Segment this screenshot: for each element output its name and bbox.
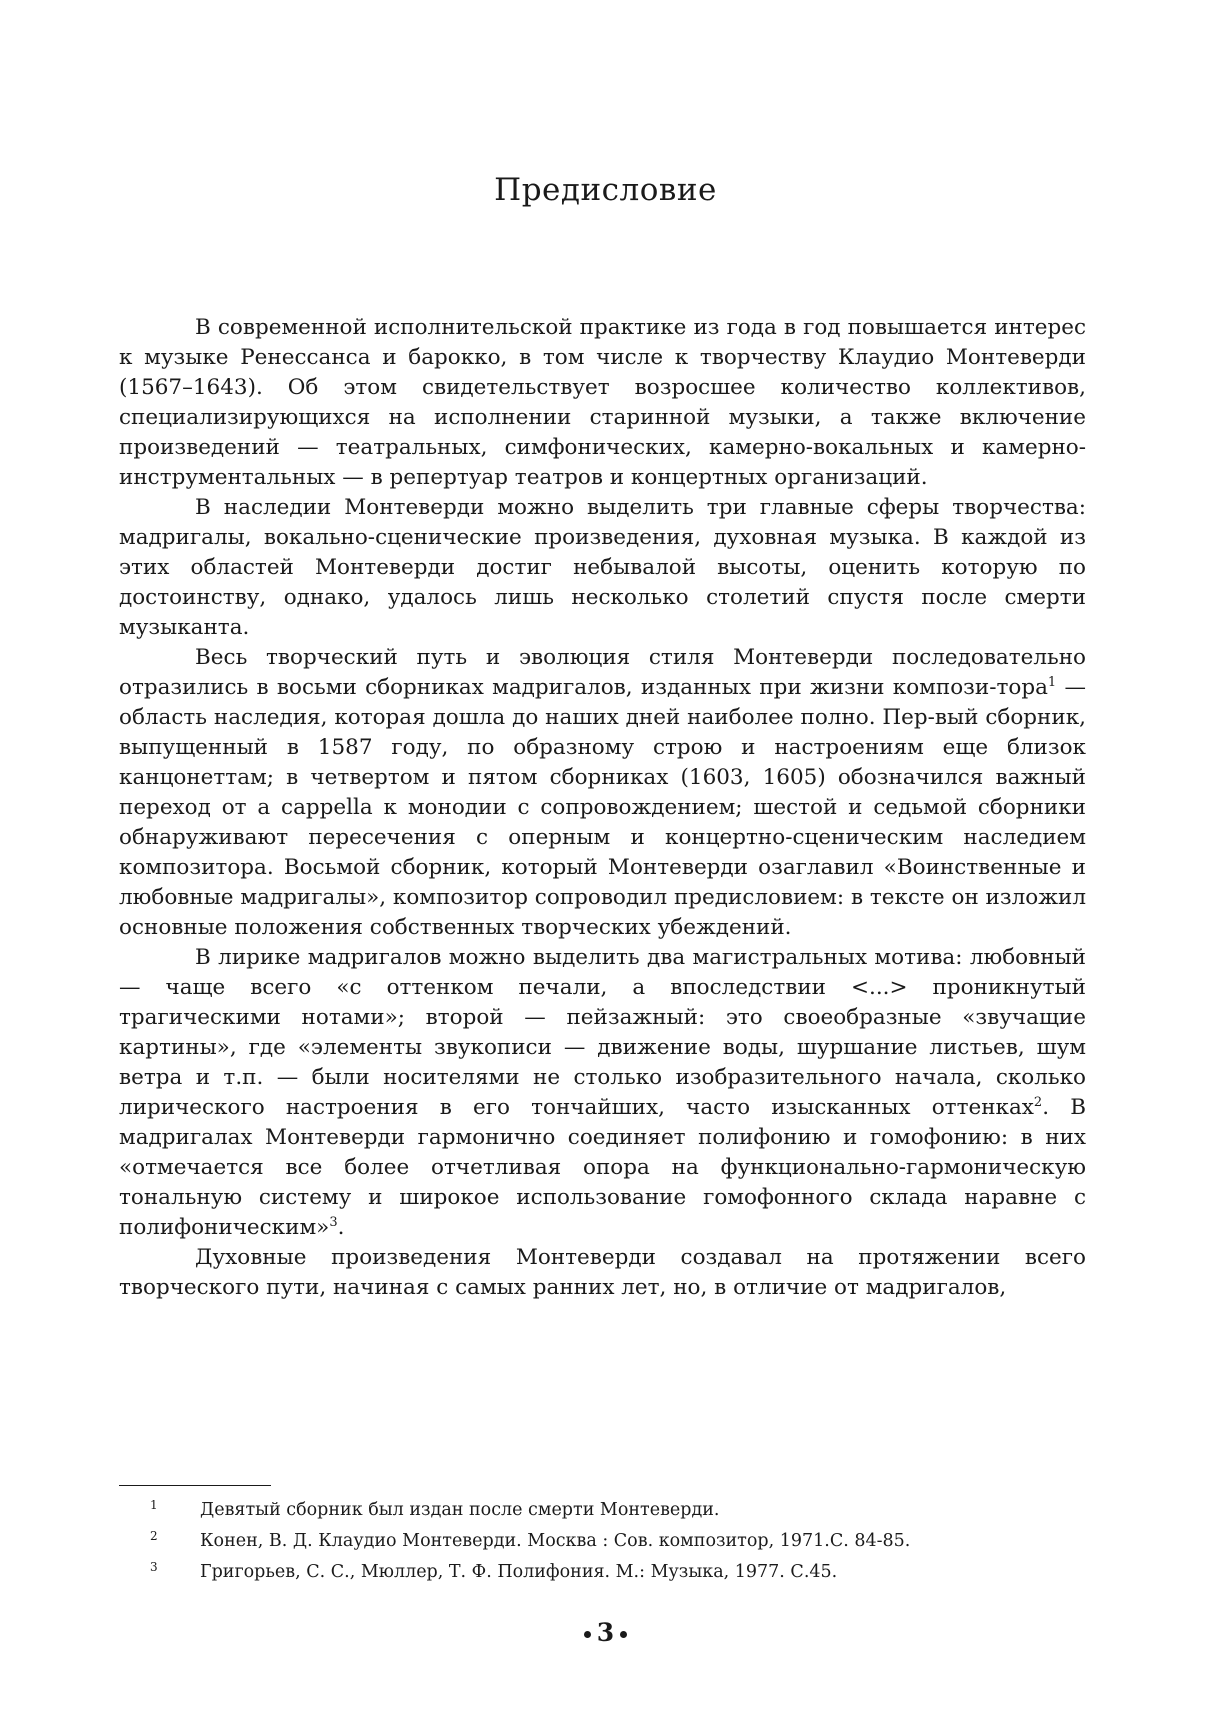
footnote-reference: 1 — [1047, 674, 1057, 690]
footnote-number: 1 — [150, 1498, 158, 1512]
footnote-number: 3 — [150, 1560, 158, 1574]
paragraph-text: В современной исполнительской практике из года в год повышается интерес к музыке Ренессанса и барокко, в том числе к творчеству Клаудио Монтеверди (1567–1643). Об этом свидетельствует возросшее количество коллективов, специализирующихся на исполнении старинной музыки, а также включение произведений — театральных, симфонических, камерно-вокальных и камерно-инструментальных — в репертуар театров и концертных организаций. — [119, 315, 1086, 490]
footnote — [150, 1495, 1090, 1526]
footnotes — [150, 1495, 1090, 1588]
page-number-value: 3 — [596, 1618, 615, 1647]
paragraph-text: В наследии Монтеверди можно выделить три главные сферы творчества: мадригалы, вокально-сценические произведения, духовная музыка. В каждой из этих областей Монтеверди достиг небывалой высоты, оценить которую по достоинству, однако, удалось лишь несколько столетий спустя после смерти музыканта. — [119, 495, 1086, 640]
footnote-reference: 2 — [1033, 1094, 1043, 1110]
footnote-number: 2 — [150, 1529, 158, 1543]
body-text — [119, 313, 1086, 1303]
page-number — [0, 1618, 1211, 1647]
bullet-right-icon — [620, 1631, 627, 1638]
footnote-reference: 3 — [329, 1214, 338, 1230]
footnote — [150, 1526, 1090, 1557]
footnote-divider — [119, 1485, 271, 1486]
paragraph — [119, 643, 1086, 943]
footnote — [150, 1557, 1090, 1588]
paragraph-text: Весь творческий путь и эволюция стиля Монтеверди последовательно отразились в восьми сборниках мадригалов, изданных при жизни компози-тора — [119, 645, 1086, 700]
paragraph — [119, 943, 1086, 1243]
paragraph-text: В лирике мадригалов можно выделить два магистральных мотива: любовный — чаще всего «с оттенком печали, а впоследствии <...> проникнутый трагическими нотами»; второй — пейзажный: это своеобразные «звучащие картины», где «элементы звукописи — движение воды, шуршание листьев, шум ветра и т.п. — были носителями не столько изобразительного начала, сколько лирического настроения в его тончайших, часто изысканных оттенках — [119, 945, 1086, 1120]
footnote-text: Девятый сборник был издан после смерти Монтеверди. — [200, 1500, 720, 1520]
page-title: Предисловие — [494, 172, 717, 208]
paragraph — [119, 313, 1086, 493]
footnote-text: Конен, В. Д. Клаудио Монтеверди. Москва : Сов. композитор, 1971.С. 84-85. — [200, 1531, 911, 1551]
footnote-text: Григорьев, С. С., Мюллер, Т. Ф. Полифония. М.: Музыка, 1977. С.45. — [200, 1562, 838, 1582]
paragraph — [119, 493, 1086, 643]
paragraph-text: . В мадригалах Монтеверди гармонично соединяет полифонию и гомофонию: в них «отмечается все более отчетливая опора на функционально-гармоническую тональную систему и широкое использование гомофонного склада наравне с полифоническим» — [119, 1095, 1086, 1240]
paragraph-text: — область наследия, которая дошла до наших дней наиболее полно. Пер-вый сборник, выпущенный в 1587 году, по образному строю и настроениям еще близок канцонеттам; в четвертом и пятом сборниках (1603, 1605) обозначился важный переход от a cappella к монодии с сопровождением; шестой и седьмой сборники обнаруживают пересечения с оперным и концертно-сценическим наследием композитора. Восьмой сборник, который Монтеверди озаглавил «Воинственные и любовные мадригалы», композитор сопроводил предисловием: в тексте он изложил основные положения собственных творческих убеждений. — [119, 675, 1086, 940]
bullet-left-icon — [584, 1631, 591, 1638]
paragraph — [119, 1243, 1086, 1303]
paragraph-text: Духовные произведения Монтеверди создавал на протяжении всего творческого пути, начиная с самых ранних лет, но, в отличие от мадригалов, — [119, 1245, 1086, 1300]
paragraph-text: . — [337, 1215, 345, 1240]
